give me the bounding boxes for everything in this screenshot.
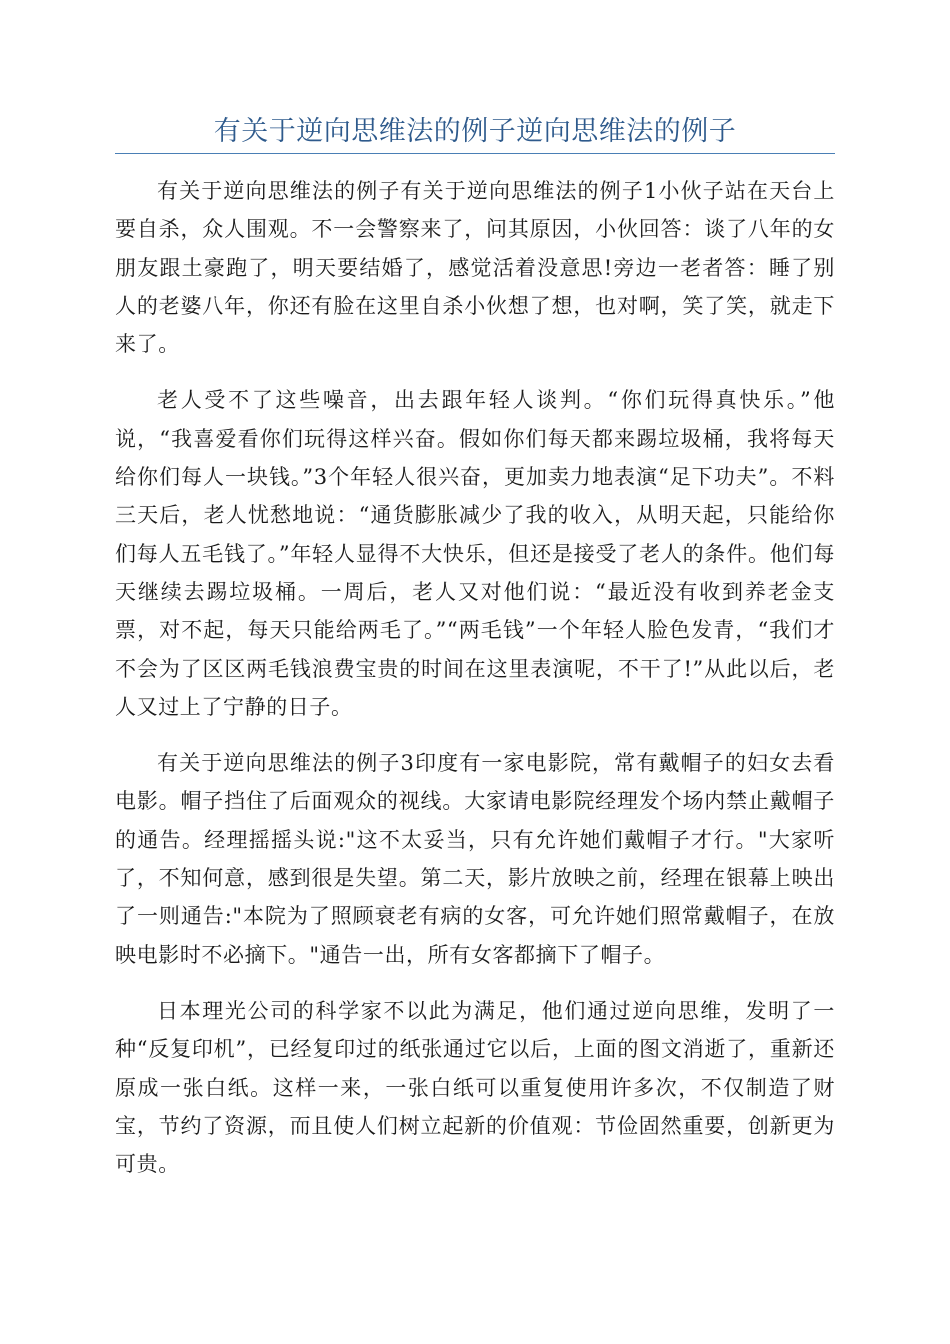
paragraph-4: 日本理光公司的科学家不以此为满足，他们通过逆向思维，发明了一种“反复印机”，已经复印过的纸张通过它以后，上面的图文消逝了，重新还原成一张白纸。这样一来，一张白纸可以重复使用许多次，不仅制造了财宝，节约了资源，而且使人们树立起新的价值观：节俭固然重要，创新更为可贵。 bbox=[115, 998, 835, 1177]
paragraph-3: 有关于逆向思维法的例子3印度有一家电影院，常有戴帽子的妇女去看电影。帽子挡住了后面观众的视线。大家请电影院经理发个场内禁止戴帽子的通告。经理摇摇头说:"这不太妥当，只有允许她们戴帽子才行。"大家听了，不知何意，感到很是失望。第二天，影片放映之前，经理在银幕上映出了一则通告:"本院为了照顾衰老有病的女客，可允许她们照常戴帽子，在放映电影时不必摘下。"通告一出，所有女客都摘下了帽子。 bbox=[115, 751, 835, 967]
paragraph-2: 老人受不了这些噪音，出去跟年轻人谈判。“你们玩得真快乐。”他说，“我喜爱看你们玩得这样兴奋。假如你们每天都来踢垃圾桶，我将每天给你们每人一块钱。”3个年轻人很兴奋，更加卖力地表演“足下功夫”。不料三天后，老人忧愁地说：“通货膨胀减少了我的收入，从明天起，只能给你们每人五毛钱了。”年轻人显得不大快乐，但还是接受了老人的条件。他们每天继续去踢垃圾桶。一周后，老人又对他们说：“最近没有收到养老金支票，对不起，每天只能给两毛了。”“两毛钱”一个年轻人脸色发青，“我们才不会为了区区两毛钱浪费宝贵的时间在这里表演呢，不干了!”从此以后，老人又过上了宁静的日子。 bbox=[115, 388, 835, 719]
document-body bbox=[115, 172, 835, 1201]
paragraph-1: 有关于逆向思维法的例子有关于逆向思维法的例子1小伙子站在天台上要自杀，众人围观。不一会警察来了，问其原因，小伙回答：谈了八年的女朋友跟土豪跑了，明天要结婚了，感觉活着没意思!旁边一老者答：睡了别人的老婆八年，你还有脸在这里自杀小伙想了想，也对啊，笑了笑，就走下来了。 bbox=[115, 179, 835, 357]
document-title: 有关于逆向思维法的例子逆向思维法的例子 bbox=[213, 116, 737, 147]
title-underline bbox=[115, 153, 835, 154]
